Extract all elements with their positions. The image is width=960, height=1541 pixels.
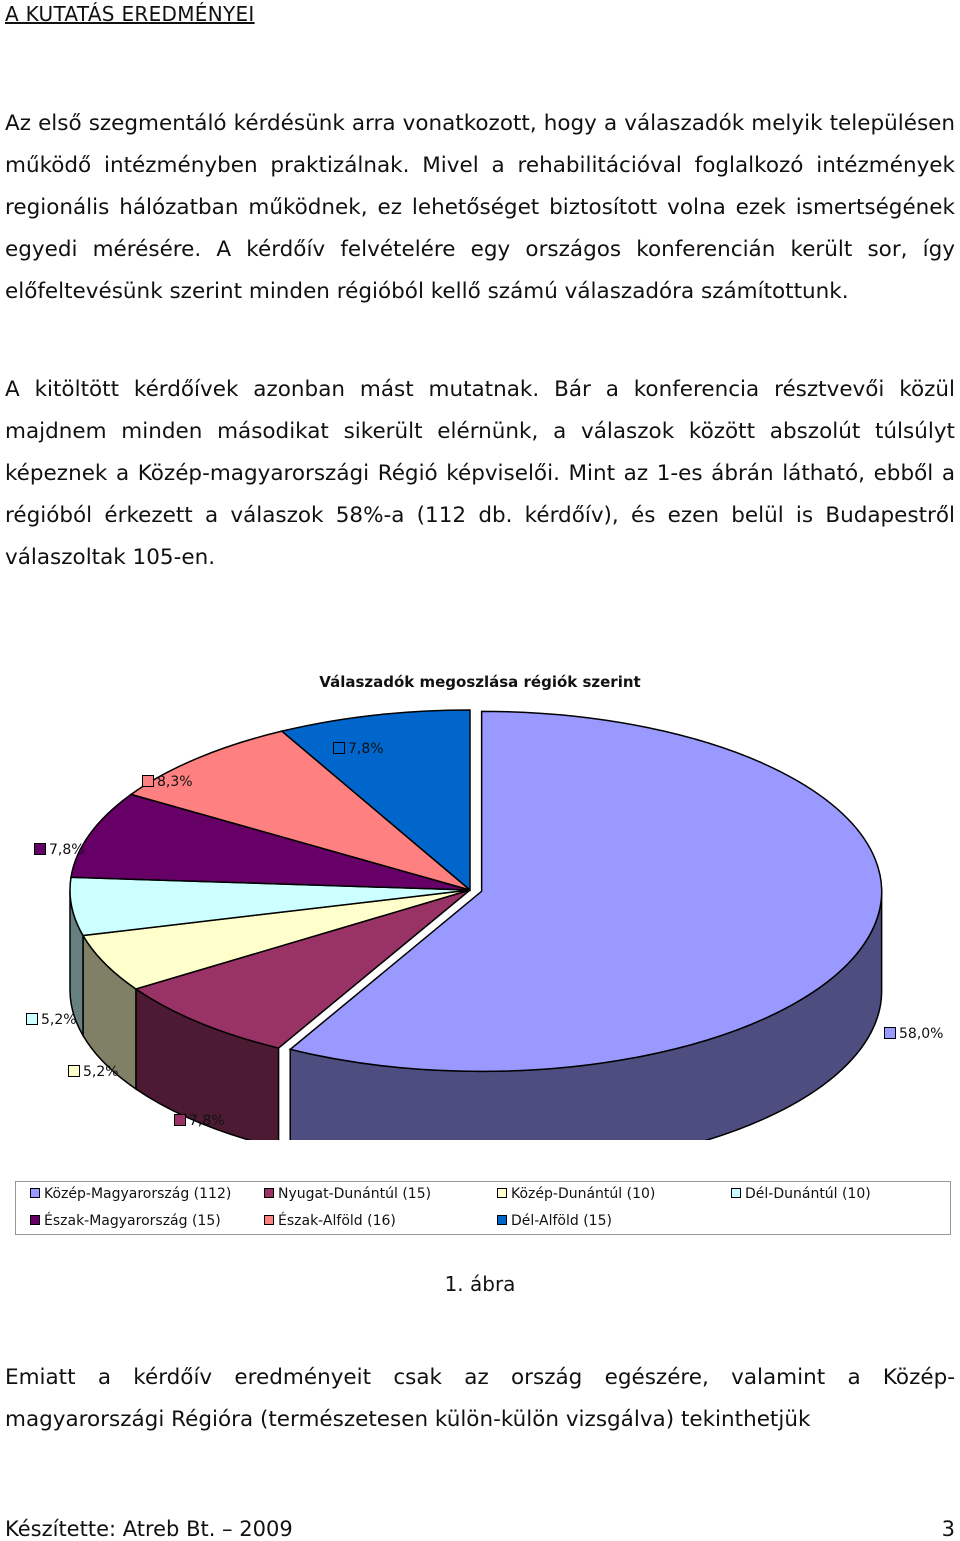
legend-label: Közép-Magyarország (112) xyxy=(44,1186,232,1202)
pie-value-label-4 xyxy=(34,842,85,858)
value-label-swatch xyxy=(68,1065,80,1077)
legend-item-2 xyxy=(497,1186,655,1202)
pie-value-label-0 xyxy=(884,1026,943,1042)
legend-item-6 xyxy=(497,1213,612,1229)
pie-value-label-3 xyxy=(26,1012,77,1028)
value-label-text: 5,2% xyxy=(83,1064,119,1080)
legend-label: Dél-Alföld (15) xyxy=(511,1213,612,1229)
chart-title: Válaszadók megoszlása régiók szerint xyxy=(319,673,641,691)
value-label-swatch xyxy=(142,775,154,787)
value-label-swatch xyxy=(884,1027,896,1039)
page-footer xyxy=(5,1517,955,1541)
figure-caption: 1. ábra xyxy=(444,1272,516,1296)
paragraph-3: Emiatt a kérdőív eredményeit csak az ország egészére, valamint a Közép-magyarországi Régióra (természetesen külön-külön vizsgálva) tekinthetjük xyxy=(5,1365,955,1432)
paragraph-1: Az első szegmentáló kérdésünk arra vonatkozott, hogy a válaszadók melyik településen működő intézményben praktizálnak. Mivel a rehabilitációval foglalkozó intézmények regionális hálózatban működnek, ez lehetőséget biztosított volna ezek ismertségének egyedi mérésére. A kérdőív felvételére egy országos konferencián került sor, így előfeltevésünk szerint minden régióból kellő számú válaszadóra számítottunk. xyxy=(5,111,955,304)
legend-swatch xyxy=(30,1215,40,1225)
legend-item-1 xyxy=(264,1186,431,1202)
value-label-text: 7,8% xyxy=(49,842,85,858)
value-label-text: 7,8% xyxy=(348,741,384,757)
value-label-text: 58,0% xyxy=(899,1026,944,1042)
pie-value-label-1 xyxy=(174,1113,225,1129)
legend-label: Észak-Magyarország (15) xyxy=(44,1213,221,1229)
legend-swatch xyxy=(264,1188,274,1198)
pie-value-label-5 xyxy=(142,774,193,790)
pie-chart xyxy=(0,700,960,1140)
legend-swatch xyxy=(497,1188,507,1198)
value-label-swatch xyxy=(26,1013,38,1025)
legend-swatch xyxy=(497,1215,507,1225)
legend-label: Közép-Dunántúl (10) xyxy=(511,1186,656,1202)
footer-author: Készítette: Atreb Bt. – 2009 xyxy=(5,1517,293,1541)
legend-item-3 xyxy=(731,1186,871,1202)
chart-legend xyxy=(15,1181,951,1235)
legend-label: Dél-Dunántúl (10) xyxy=(745,1186,871,1202)
value-label-swatch xyxy=(333,742,345,754)
value-label-text: 7,8% xyxy=(189,1113,225,1129)
legend-swatch xyxy=(264,1215,274,1225)
legend-item-4 xyxy=(30,1213,221,1229)
paragraph-2: A kitöltött kérdőívek azonban mást mutatnak. Bár a konferencia résztvevői közül majdnem minden másodikat sikerült elérnünk, a válaszok között abszolút túlsúlyt képeznek a Közép-magyarországi Régió képviselői. Mint az 1-es ábrán látható, ebből a régióból érkezett a válaszok 58%-a (112 db. kérdőív), és ezen belül is Budapestről válaszoltak 105-en. xyxy=(5,377,955,570)
pie-value-label-6 xyxy=(333,741,384,757)
pie-tops xyxy=(70,710,882,1071)
legend-label: Észak-Alföld (16) xyxy=(278,1213,396,1229)
value-label-text: 8,3% xyxy=(157,774,193,790)
value-label-text: 5,2% xyxy=(41,1012,77,1028)
legend-item-0 xyxy=(30,1186,231,1202)
value-label-swatch xyxy=(34,843,46,855)
legend-swatch xyxy=(30,1188,40,1198)
value-label-swatch xyxy=(174,1114,186,1126)
legend-item-5 xyxy=(264,1213,396,1229)
pie-value-label-2 xyxy=(68,1064,119,1080)
section-heading: A KUTATÁS EREDMÉNYEI xyxy=(5,2,255,26)
legend-swatch xyxy=(731,1188,741,1198)
legend-label: Nyugat-Dunántúl (15) xyxy=(278,1186,432,1202)
page-number: 3 xyxy=(941,1517,955,1541)
